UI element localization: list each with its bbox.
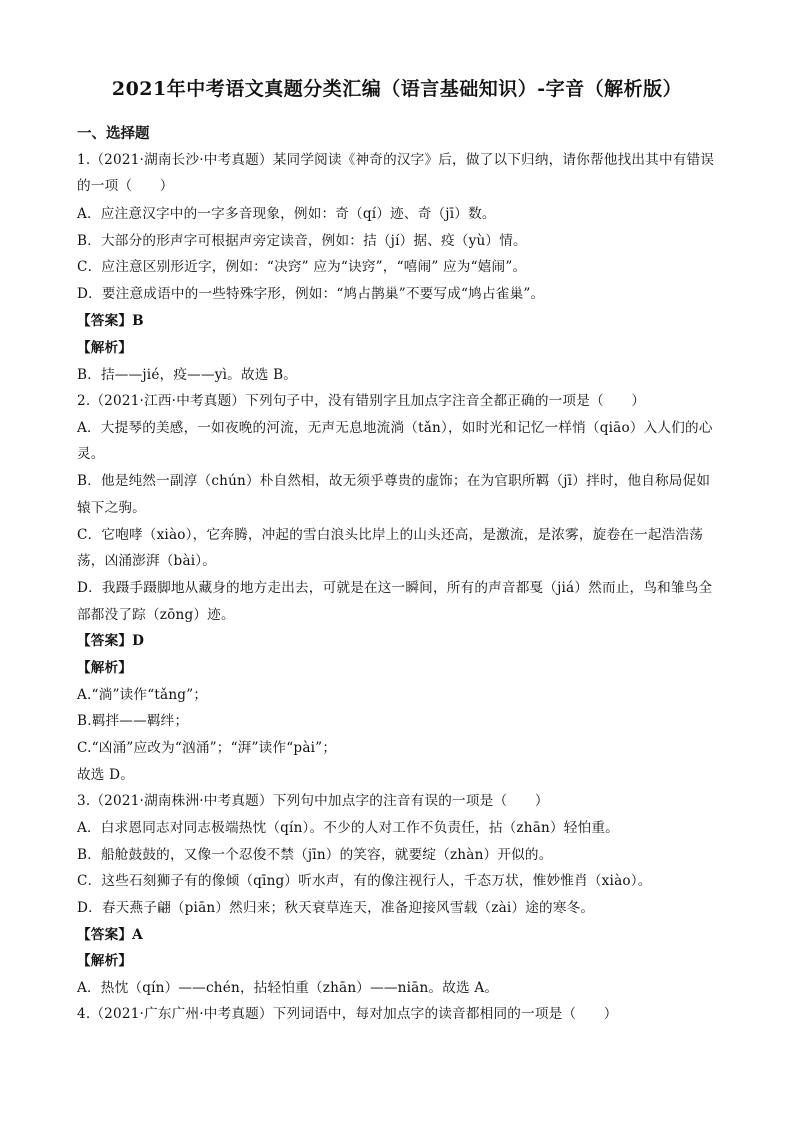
q2-analysis-a: A.“淌”读作“tǎng”； [77, 687, 208, 703]
q3-option-a: A．白求恩同志对同志极端热忱（qín）。不少的人对工作不负责任，拈（zhān）轻怕重。 [77, 820, 619, 836]
q1-analysis-label: 【解析】 [77, 340, 133, 356]
q1-stem-line2: 的一项（ ） [77, 178, 174, 194]
q2-option-c-line1: C．它咆哮（xiào），它奔腾，冲起的雪白浪头比岸上的山头还高，是激流，是浓雾，旋卷在一起浩浩荡 [77, 527, 704, 543]
q2-stem: 2.（2021·江西·中考真题）下列句子中，没有错别字且加点字注音全都正确的一项是（ ） [77, 393, 646, 409]
q1-option-b: B．大部分的形声字可根据声旁定读音，例如：拮（jí）据、疫（yù）情。 [77, 233, 527, 249]
q2-option-b-line2: 辕下之驹。 [77, 500, 146, 516]
page-title: 2021年中考语文真题分类汇编（语言基础知识）-字音（解析版） [111, 78, 683, 100]
q1-option-d: D．要注意成语中的一些特殊字形，例如：“鸠占鹊巢”不要写成“鸠占雀巢”。 [77, 286, 545, 302]
q2-answer: 【答案】D [77, 633, 145, 649]
q1-analysis: B．拮——jié，疫——yì。故选 B。 [77, 367, 298, 383]
q3-option-b: B．船舱鼓鼓的，又像一个忍俊不禁（jīn）的笑容，就要绽（zhàn）开似的。 [77, 847, 553, 863]
q4-stem: 4.（2021·广东广州·中考真题）下列词语中，每对加点字的读音都相同的一项是（ ） [77, 1006, 618, 1022]
q3-option-d: D．春天燕子翩（piān）然归来；秋天衰草连天，准备迎接风雪载（zài）途的寒冬。 [77, 900, 595, 916]
q1-option-c: C．应注意区别形近字，例如：“决窍” 应为“诀窍”，“嘻闹” 应为“嬉闹”。 [77, 259, 527, 275]
q2-option-c-line2: 荡，凶涌澎湃（bài）。 [77, 553, 217, 569]
q2-option-d-line2: 部都没了踪（zōng）迹。 [77, 607, 235, 623]
q2-analysis-label: 【解析】 [77, 660, 133, 676]
q2-option-b-line1: B．他是纯然一副淳（chún）朴自然相，故无须乎尊贵的虚饰；在为官职所羁（jī）拌时，他自称局促如 [77, 473, 711, 489]
q1-answer: 【答案】B [77, 313, 144, 329]
q1-stem-line1: 1.（2021·湖南长沙·中考真题）某同学阅读《神奇的汉字》后，做了以下归纳，请你帮他找出其中有错误 [77, 152, 715, 168]
section-heading: 一、选择题 [77, 125, 150, 142]
q2-option-a-line1: A．大提琴的美感，一如夜晚的河流，无声无息地流淌（tǎn），如时光和记忆一样悄（qiāo）入人们的心 [77, 420, 713, 436]
q3-analysis-label: 【解析】 [77, 953, 133, 969]
q2-option-a-line2: 灵。 [77, 446, 105, 462]
q3-answer: 【答案】A [77, 927, 143, 943]
q2-analysis-c: C.“凶涌”应改为“汹涌”；“湃”读作“pài”； [77, 740, 337, 756]
q3-stem: 3.（2021·湖南株洲·中考真题）下列句中加点字的注音有误的一项是（ ） [77, 793, 549, 809]
q2-option-d-line1: D．我蹑手蹑脚地从藏身的地方走出去，可就是在这一瞬间，所有的声音都戛（jiá）然而止，鸟和雏鸟全 [77, 580, 713, 596]
q3-analysis: A．热忱（qín）——chén，拈轻怕重（zhān）——niān。故选 A。 [77, 980, 499, 996]
q2-analysis-b: B.羁拌——羁绊； [77, 713, 189, 729]
q2-analysis-conclusion: 故选 D。 [77, 767, 135, 783]
q3-option-c: C．这些石刻狮子有的像倾（qīng）听水声，有的像注视行人，千态万状，惟妙惟肖（xiào）。 [77, 873, 652, 889]
q1-option-a: A．应注意汉字中的一字多音现象，例如：奇（qí）迹、奇（jī）数。 [77, 206, 496, 222]
